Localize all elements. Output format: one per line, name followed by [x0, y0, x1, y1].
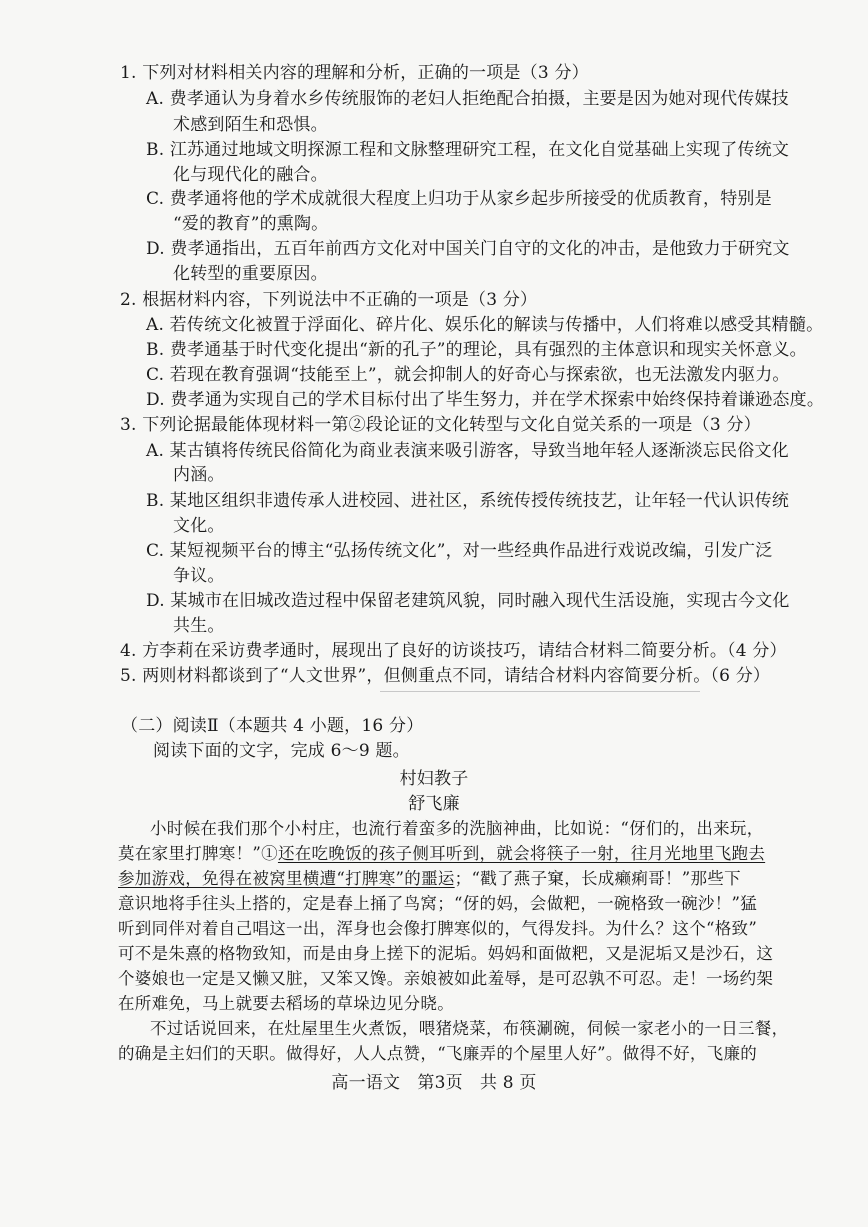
q3-option-a-cont: 内涵。	[173, 465, 225, 485]
story-line-2	[118, 843, 765, 865]
story-author: 舒飞廉	[408, 794, 460, 814]
q3-stem: 3. 下列论据最能体现材料一第②段论证的文化转型与文化自觉关系的一项是（3 分）	[120, 415, 761, 435]
story-line-10: 的确是主妇们的天职。做得好，人人点赞，“飞廉弄的个屋里人好”。做得不好，飞廉的	[118, 1044, 758, 1063]
q3-option-b-cont: 文化。	[173, 516, 225, 536]
story-line-2-plain: 莫在家里打脾寒！”①	[118, 844, 278, 863]
q2-option-c: C. 若现在教育强调“技能至上”，就会抑制人的好奇心与探索欲，也无法激发内驱力。	[146, 365, 790, 385]
q2-option-d: D. 费孝通为实现自己的学术目标付出了毕生努力，并在学术探索中始终保持着谦逊态度。	[146, 390, 825, 410]
q2-stem: 2. 根据材料内容，下列说法中不正确的一项是（3 分）	[120, 290, 538, 310]
divider	[380, 691, 700, 692]
q3-option-d: D. 某城市在旧城改造过程中保留老建筑风貌，同时融入现代生活设施，实现古今文化	[146, 591, 790, 611]
story-line-3	[118, 868, 741, 890]
q3-option-d-cont: 共生。	[173, 616, 225, 636]
story-line-5: 听到同伴对着自己唱这一出，浑身也会像打脾寒似的，气得发抖。为什么？这个“格致”	[118, 919, 758, 938]
q1-option-a: A. 费孝通认为身着水乡传统服饰的老妇人拒绝配合拍摄，主要是因为她对现代传媒技	[146, 89, 789, 109]
story-line-7: 个婆娘也一定是又懒又脏，又笨又馋。亲娘被如此羞辱，是可忍孰不可忍。走！一场约架	[118, 969, 774, 988]
q1-option-b: B. 江苏通过地域文明探源工程和文脉整理研究工程，在文化自觉基础上实现了传统文	[146, 140, 790, 160]
q1-option-c-cont: “爱的教育”的熏陶。	[173, 214, 329, 234]
story-line-6: 可不是朱熹的格物致知，而是由身上搓下的泥垢。妈妈和面做粑，又是泥垢又是沙石，这	[118, 944, 774, 963]
story-title: 村妇教子	[399, 769, 469, 789]
q3-option-c: C. 某短视频平台的博主“弘扬传统文化”，对一些经典作品进行戏说改编，引发广泛	[146, 541, 773, 561]
section-instruction: 阅读下面的文字，完成 6～9 题。	[153, 741, 410, 761]
q1-stem: 1. 下列对材料相关内容的理解和分析，正确的一项是（3 分）	[120, 63, 589, 83]
section-heading: （二）阅读Ⅱ（本题共 4 小题，16 分）	[121, 716, 424, 736]
q1-option-d: D. 费孝通指出，五百年前西方文化对中国关门自守的文化的冲击，是他致力于研究文	[146, 239, 790, 259]
q1-option-a-cont: 术感到陌生和恐惧。	[173, 115, 328, 135]
story-line-9: 不过话说回来，在灶屋里生火煮饭，喂猪烧菜，布筷涮碗，伺候一家老小的一日三餐，	[150, 1019, 789, 1038]
story-line-3-underlined: 参加游戏，免得在被窝里横遭“打脾寒”的噩运	[118, 869, 455, 888]
story-line-8: 在所难免，马上就要去稻场的草垛边见分晓。	[118, 994, 454, 1013]
q3-option-a: A. 某古镇将传统民俗简化为商业表演来吸引游客，导致当地年轻人逐渐淡忘民俗文化	[146, 441, 789, 461]
page-footer: 高一语文 第3页 共 8 页	[331, 1073, 537, 1093]
q2-option-a: A. 若传统文化被置于浮面化、碎片化、娱乐化的解读与传播中，人们将难以感受其精髓。	[146, 315, 824, 335]
q1-option-c: C. 费孝通将他的学术成就很大程度上归功于从家乡起步所接受的优质教育，特别是	[146, 189, 772, 209]
story-line-4: 意识地将手往头上搭的，定是春上捅了鸟窝；“伢的妈，会做粑，一碗格致一碗沙！”猛	[118, 894, 758, 913]
q5: 5. 两则材料都谈到了“人文世界”，但侧重点不同，请结合材料内容简要分析。（6 分）	[120, 666, 771, 686]
story-line-2-underlined: 还在吃晚饭的孩子侧耳听到，就会将筷子一射，往月光地里飞跑去	[277, 844, 766, 863]
q2-option-b: B. 费孝通基于时代变化提出“新的孔子”的理论，具有强烈的主体意识和现实关怀意义。	[146, 340, 807, 360]
q3-option-c-cont: 争议。	[173, 566, 225, 586]
story-line-3-plain: ；“戳了燕子窠，长成癞痢哥！”那些下	[454, 869, 741, 888]
story-line-1: 小时候在我们那个小村庄，也流行着蛮多的洗脑神曲，比如说：“伢们的，出来玩，	[150, 819, 764, 838]
q3-option-b: B. 某地区组织非遗传承人进校园、进社区，系统传授传统技艺，让年轻一代认识传统	[146, 491, 790, 511]
q1-option-d-cont: 化转型的重要原因。	[173, 264, 328, 284]
q4: 4. 方李莉在采访费孝通时，展现出了良好的访谈技巧，请结合材料二简要分析。（4 分）	[120, 641, 787, 661]
q1-option-b-cont: 化与现代化的融合。	[173, 165, 328, 185]
